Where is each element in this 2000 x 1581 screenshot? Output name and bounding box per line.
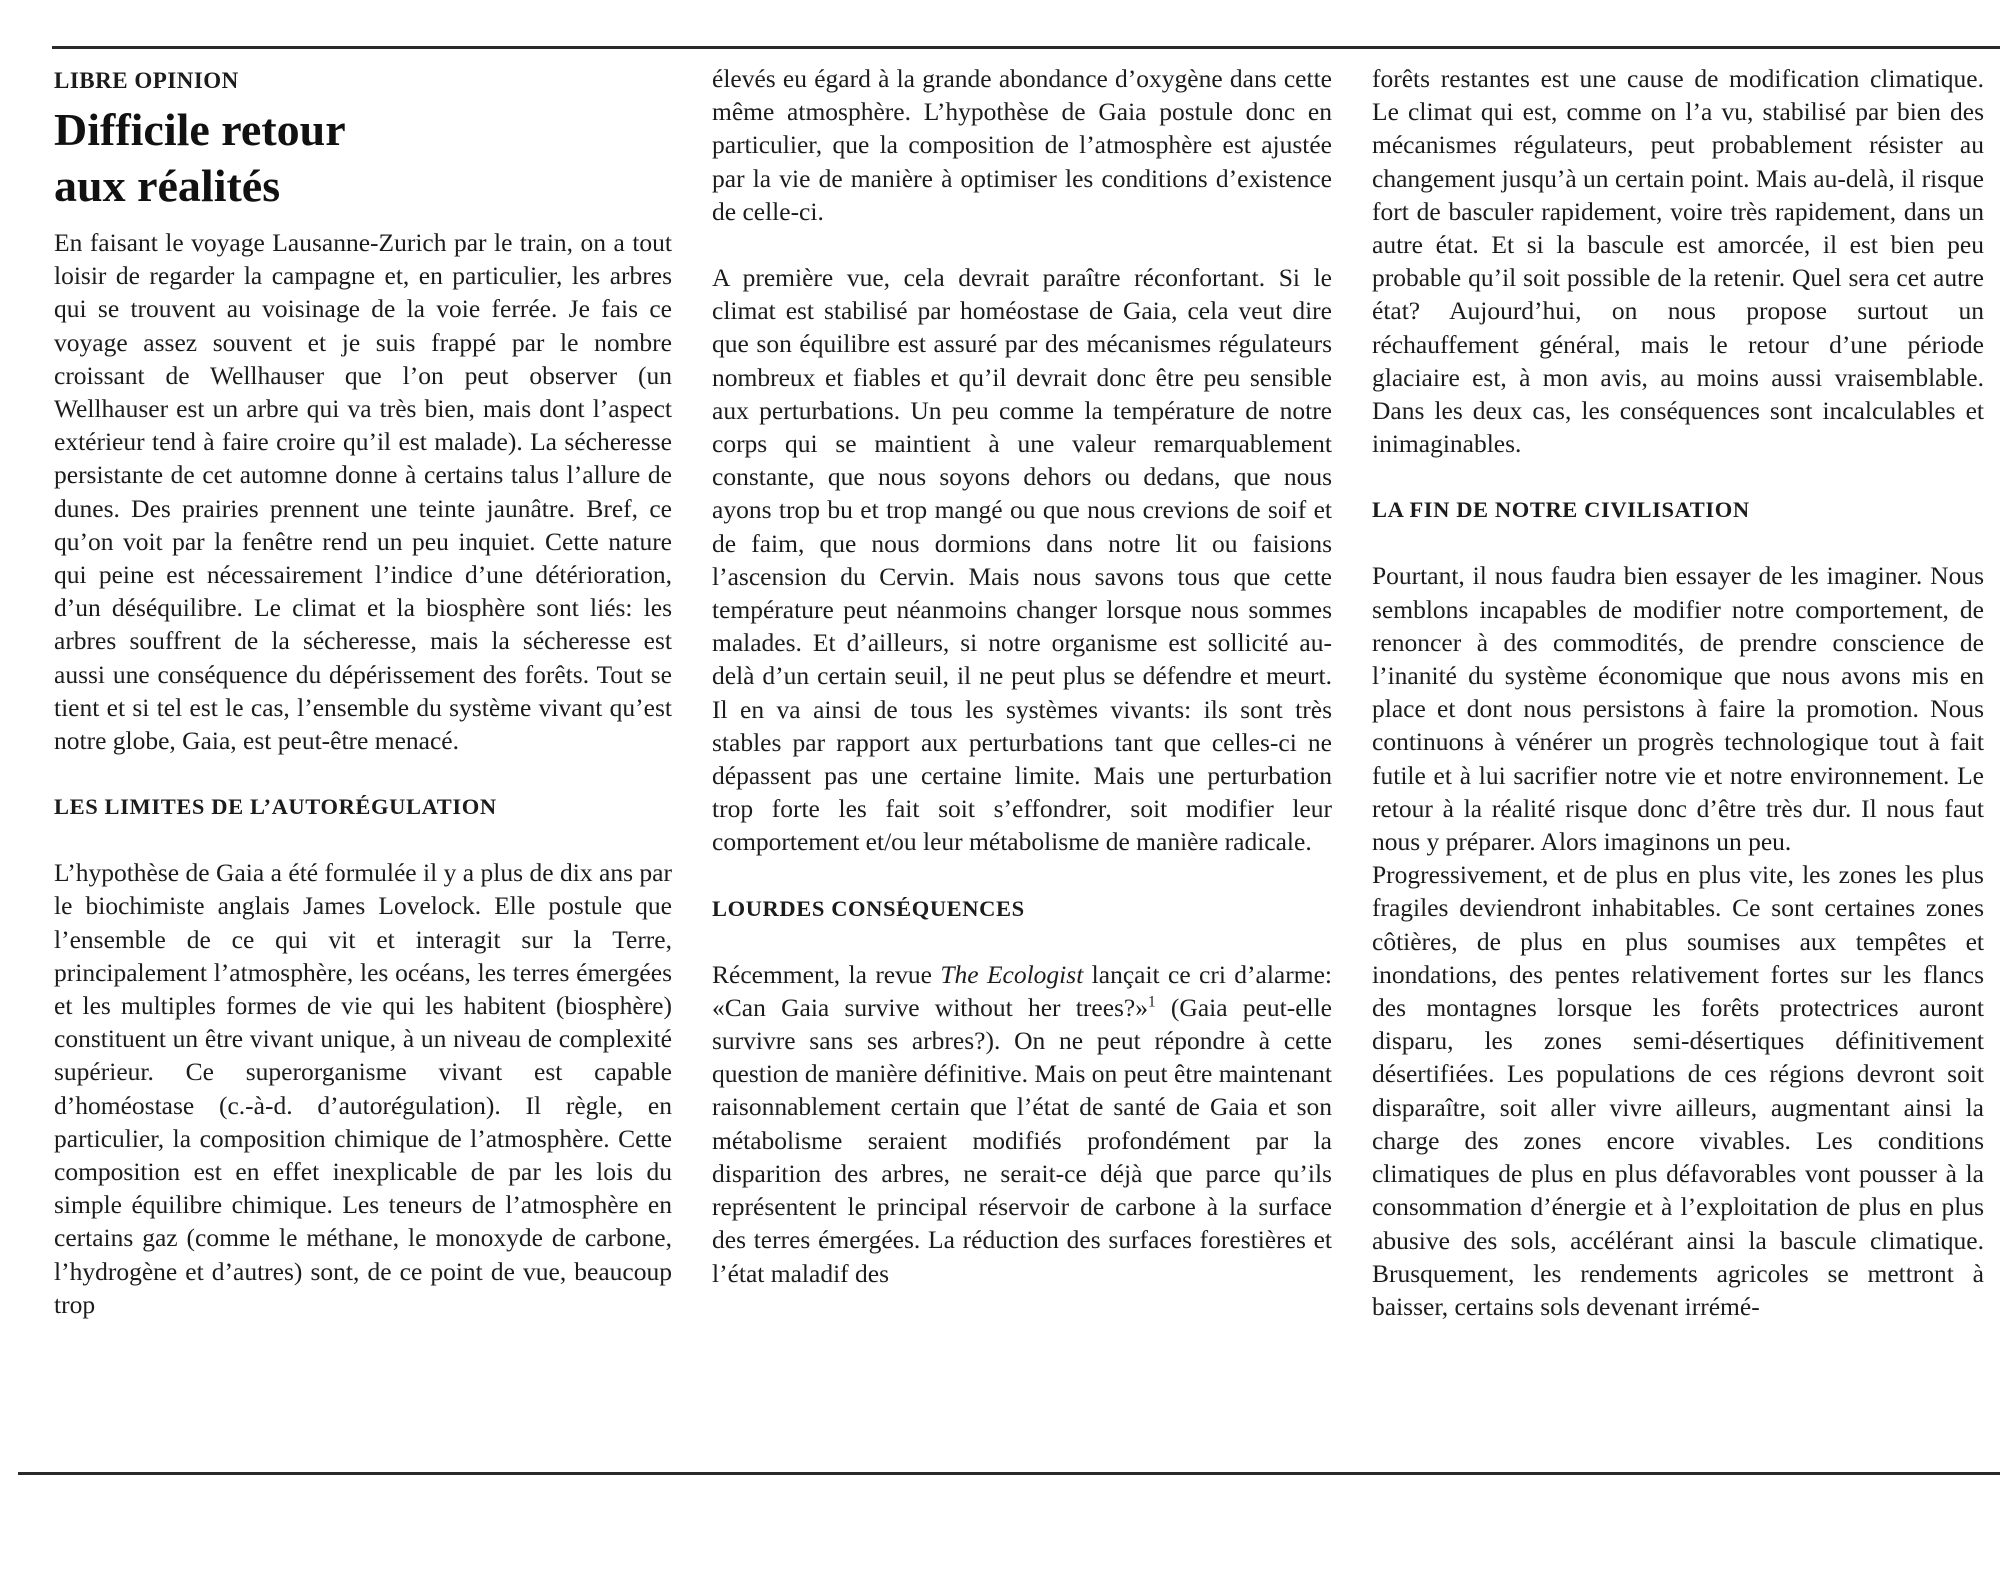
title-line-2: aux réalités [54,160,281,211]
paragraph-forets-restantes: forêts restantes est une cause de modification climatique. Le climat qui est, comme on l’a vu, stabilisé par bien des mécanismes régulateurs, peut probablement résister au changement jusqu’à un certain point. Mais au-delà, il risque fort de basculer rapidement, voire très rapidement, dans un autre état. Et si la bascule est amorcée, il est bien peu probable qu’il soit possible de la retenir. Quel sera cet autre état? Aujourd’hui, on nous propose surtout un réchauffement général, mais le retour d’une période glaciaire est, à mon avis, au moins aussi vraisemblable. Dans les deux cas, les conséquences sont incalculables et inimaginables. [1372,64,1984,459]
journal-name: The Ecologist [940,959,1084,989]
paragraph-pourtant: Pourtant, il nous faudra bien essayer de les imaginer. Nous semblons incapables de modifier notre comportement, de renoncer à des commodités, de prendre conscience de l’inanité du système économique que nous avons mis en place et dont nous persistons à faire la promotion. Nous continuons à vénérer un progrès technologique tout à fait futile et à lui sacrifier notre vie et notre environnement. Le retour à la réalité risque donc d’être très dur. Il nous faut nous y préparer. Alors imaginons un peu. [1372,561,1984,857]
article-title [54,102,672,214]
title-line-1: Difficile retour [54,104,346,155]
column-2 [712,62,1332,1290]
ecologist-text-after: lançait ce cri d’alarme: «Can Gaia survive without her trees?» [712,959,1332,1022]
paragraph-gaia-hypothesis: L’hypothèse de Gaia a été formulée il y a plus de dix ans par le biochimiste anglais James Lovelock. Elle postule que l’ensemble de ce qui vit et interagit sur la Terre, principalement l’atmosphère, les océans, les terres émergées et les multiples formes de vie qui les habitent (biosphère) constituent un être vivant unique, à un niveau de complexité supérieur. Ce superorganisme vivant est capable d’homéostase (c.-à-d. d’autorégulation). Il règle, en particulier, la composition chimique de l’atmosphère. Cette composition est en effet inexplicable de par les lois du simple équilibre chimique. Les teneurs de l’atmosphère en certains gaz (comme le méthane, le monoxyde de carbone, l’hydrogène et d’autres) sont, de ce point de vue, beaucoup trop [54,858,672,1319]
intro-paragraph: En faisant le voyage Lausanne-Zurich par le train, on a tout loisir de regarder la campagne et, en particulier, les arbres qui se trouvent au voisinage de la voie ferrée. Je fais ce voyage assez souvent et je suis frappé par le nombre croissant de Wellhauser que l’on peut observer (un Wellhauser est un arbre qui va très bien, mais dont l’aspect extérieur tend à faire croire qu’il est malade). La sécheresse persistante de cet automne donne à certains talus l’allure de dunes. Des prairies prennent une teinte jaunâtre. Bref, ce qu’on voit par la fenêtre rend un peu inquiet. Cette nature qui peine est nécessairement l’indice d’une détérioration, d’un déséquilibre. Le climat et la biosphère sont liés: les arbres souffrent de la sécheresse, mais la sécheresse est aussi une conséquence du dépérissement des forêts. Tout se tient et si tel est le cas, l’ensemble du système vivant qu’est notre globe, Gaia, est peut-être menacé. [54,228,672,756]
ecologist-text-rest: (Gaia peut-elle survivre sans ses arbres?). On ne peut répondre à cette question de manière définitive. Mais on peut être maintenant raisonnablement certain que l’état de santé de Gaia et son métabolisme seraient modifiés profondément par la disparition des arbres, ne serait-ce déjà que parce qu’ils représentent le principal réservoir de carbone à la surface des terres émergées. La réduction des surfaces forestières et l’état maladif des [712,992,1332,1288]
section-heading-fin-civilisation: LA FIN DE NOTRE CIVILISATION [1372,497,1750,523]
section-heading-limites: LES LIMITES DE L’AUTORÉGULATION [54,794,497,820]
ecologist-text-before: Récemment, la revue [712,959,941,989]
paragraph-premiere-vue: A première vue, cela devrait paraître réconfortant. Si le climat est stabilisé par homéostase de Gaia, cela veut dire que son équilibre est assuré par des mécanismes régulateurs nombreux et fiables et qu’il devrait donc être peu sensible aux perturbations. Un peu comme la température de notre corps qui se maintient à une valeur remarquablement constante, que nous soyons dehors ou dedans, que nous ayons trop bu et trop mangé ou que nous crevions de soif et de faim, que nous dormions dans notre lit ou faisions l’ascension du Cervin. Mais nous savons tous que cette température peut néanmoins changer lorsque nous sommes malades. Et d’ailleurs, si notre organisme est sollicité au-delà d’un certain seuil, il ne peut plus se défendre et meurt. Il en va ainsi de tous les systèmes vivants: ils sont très stables par rapport aux perturbations tant que celles-ci ne dépassent pas une certaine limite. Mais une perturbation trop forte les fait soit s’effondrer, soit modifier leur comportement et/ou leur métabolisme de manière radicale. [712,263,1332,857]
column-1 [54,62,672,1321]
paragraph-oxygen: élevés eu égard à la grande abondance d’oxygène dans cette même atmosphère. L’hypothèse de Gaia postule donc en particulier, que la composition de l’atmosphère est ajustée par la vie de manière à optimiser les conditions d’existence de celle-ci. [712,64,1332,226]
top-rule [52,46,2000,49]
column-3 [1372,62,1984,1323]
bottom-rule [18,1472,2000,1475]
footnote-marker: 1 [1148,993,1156,1011]
section-kicker: LIBRE OPINION [54,68,239,93]
section-heading-consequences: LOURDES CONSÉQUENCES [712,895,1025,921]
paragraph-ecologist [712,958,1332,1290]
paragraph-progressivement: Progressivement, et de plus en plus vite, les zones les plus fragiles deviendront inhabitables. Ce sont certaines zones côtières, de plus en plus soumises aux tempêtes et inondations, des pentes relativement fortes sur les flancs des montagnes lorsque les forêts protectrices auront disparu, les zones semi-désertiques définitivement désertifiées. Les populations de ces régions devront soit disparaître, soit aller vivre ailleurs, augmentant ainsi la charge des zones encore vivables. Les conditions climatiques de plus en plus défavorables vont pousser à la consommation d’énergie et à l’exploitation de plus en plus abusive des sols, accélérant ainsi la bascule climatique. Brusquement, les rendements agricoles se mettront à baisser, certains sols devenant irrémé- [1372,860,1984,1321]
